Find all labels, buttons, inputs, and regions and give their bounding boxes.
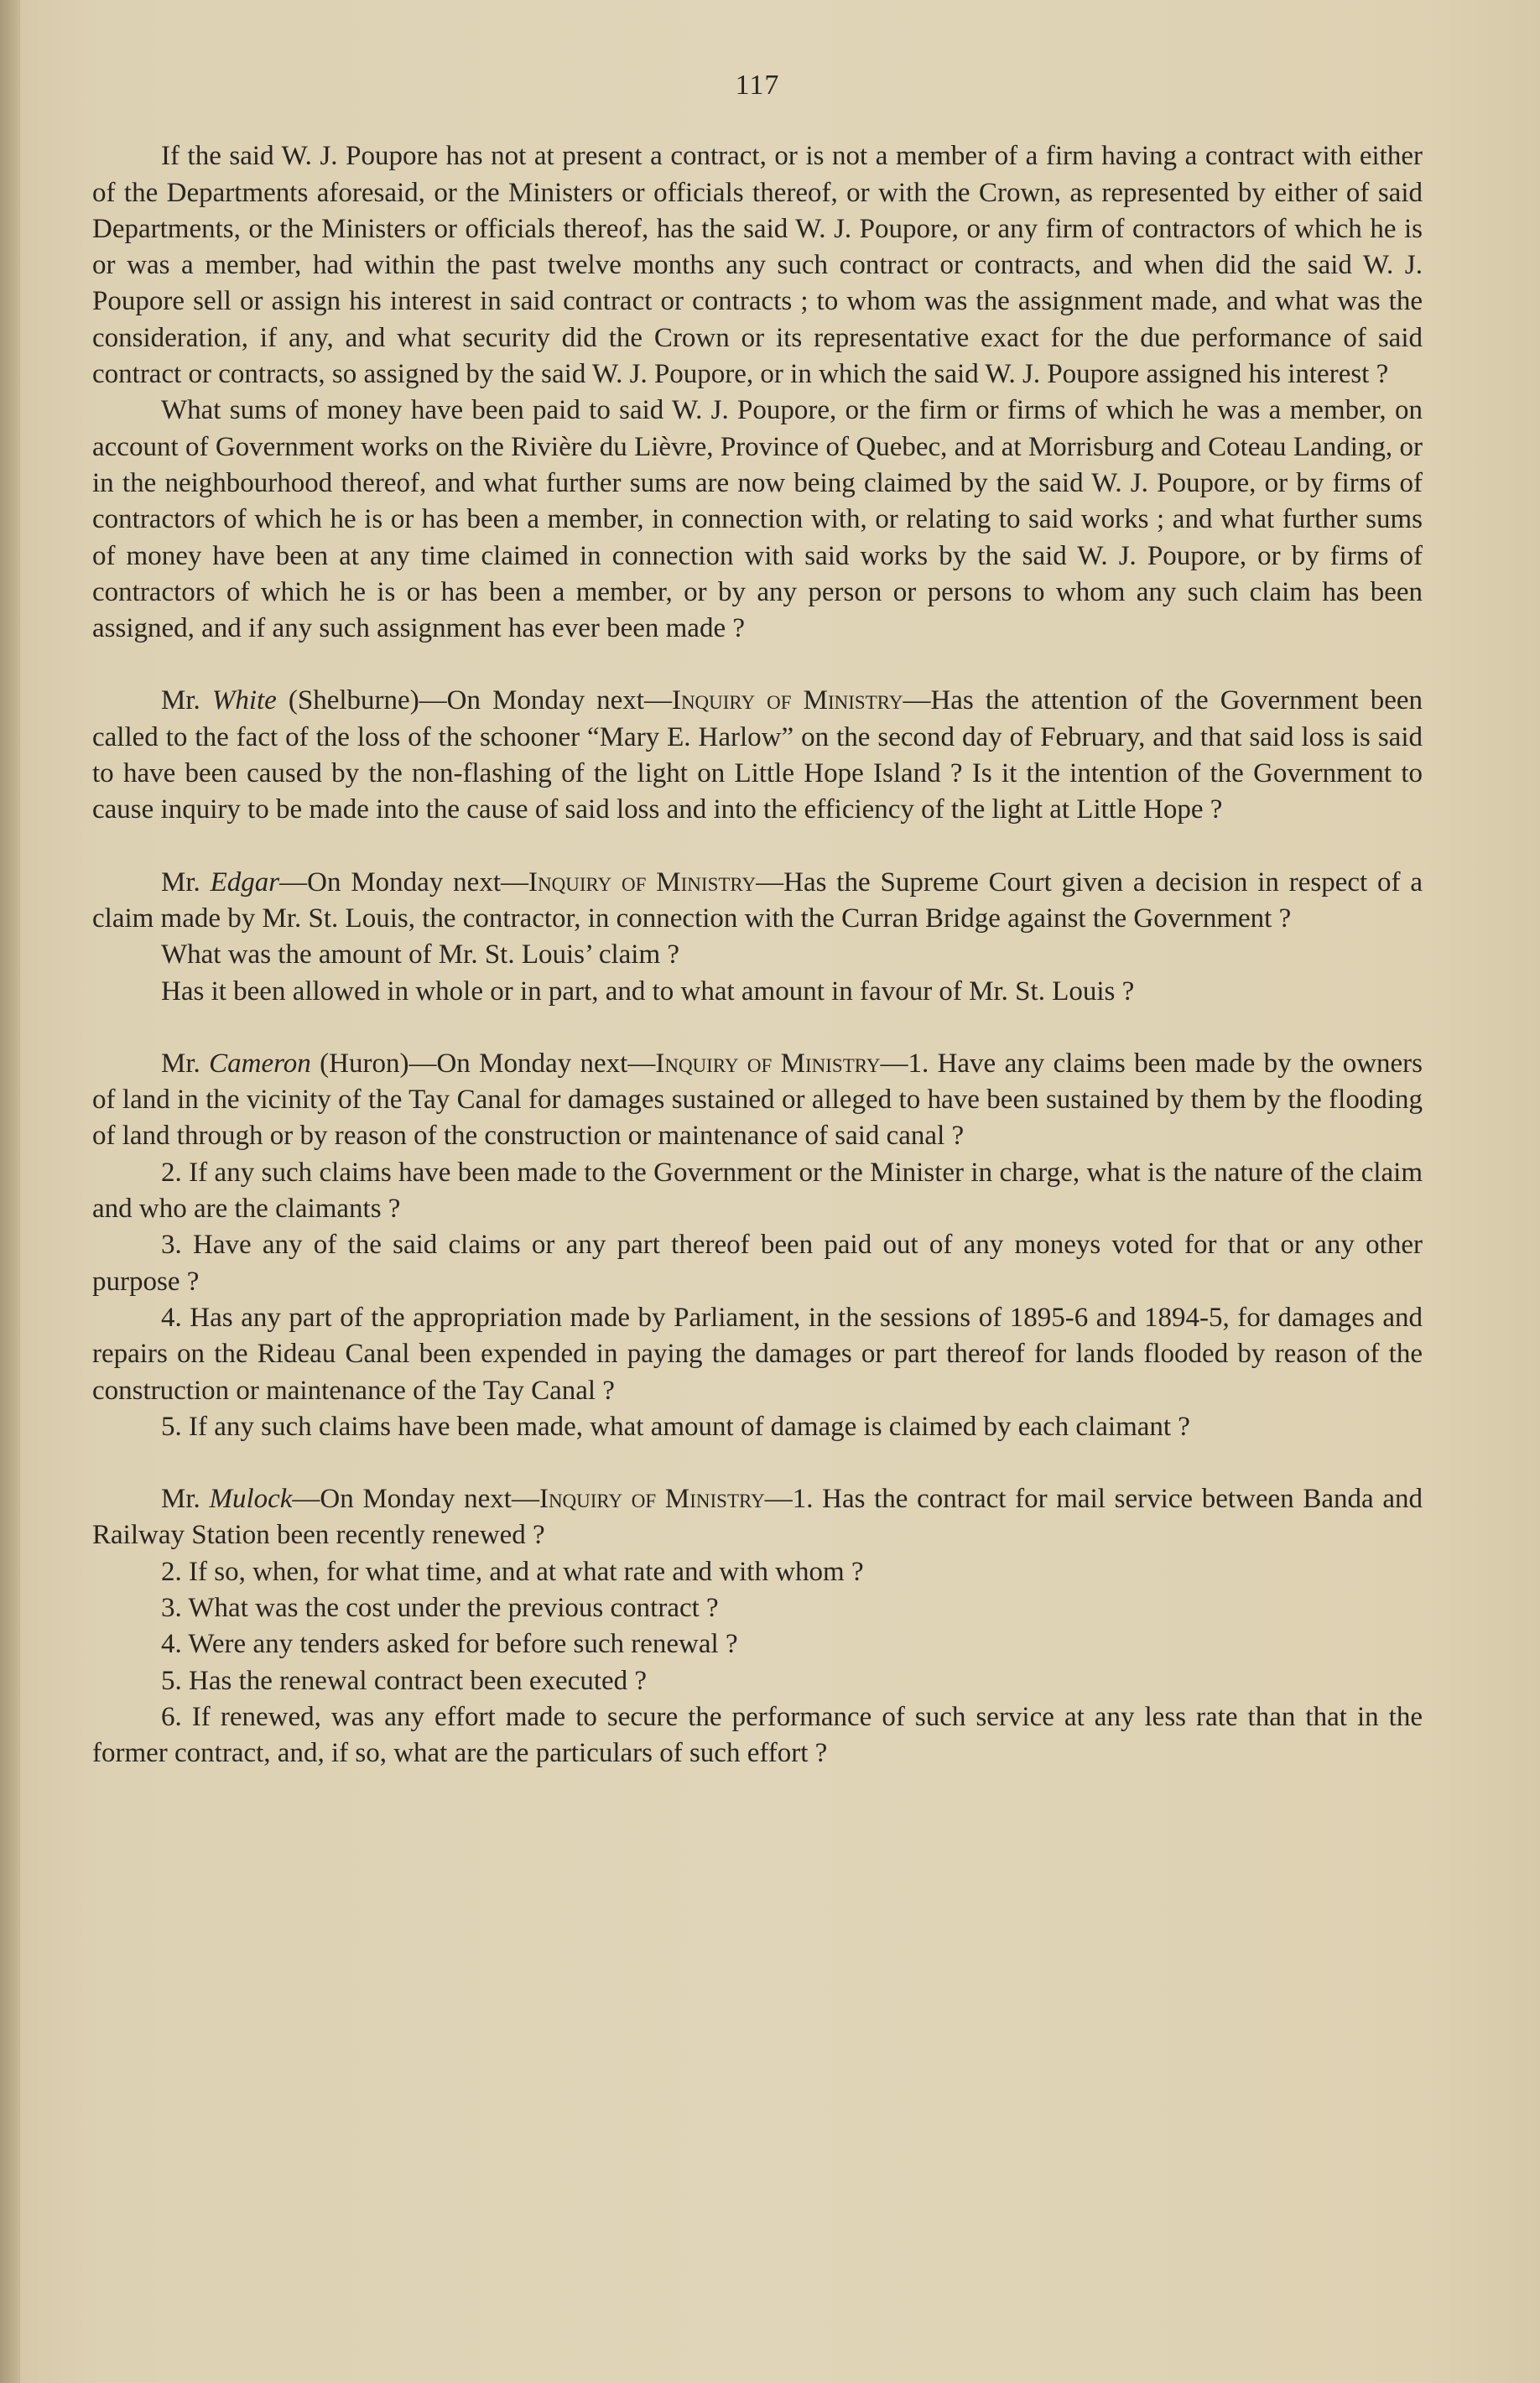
edgar-question-2: What was the amount of Mr. St. Louis’ claim ? <box>161 939 680 970</box>
mulock-question-4: 4. Were any tenders asked for before such renewal ? <box>161 1629 738 1660</box>
inquiry-intro: —On Monday next— <box>292 1484 539 1515</box>
inquiry-text: —Has the attention of the Government been called to the fact of the loss of the schooner “Mary E. Harlow” on the second day of February, and that said loss is said to have been caused by the non-flashing of the light on Little Hope Island ? Is it the intention of the Government to cause inquiry to be made into the cause of said loss and into the efficiency of the light at Little Hope ? <box>92 685 1423 825</box>
inquiry-label: Inquiry of Ministry <box>655 1048 881 1079</box>
member-name: White <box>211 685 277 716</box>
text-column <box>92 67 1423 1772</box>
inquiry-intro: —On Monday next— <box>279 866 529 898</box>
page-number: 117 <box>735 70 780 101</box>
inquiry-label: Inquiry of Ministry <box>671 685 903 716</box>
mr-prefix: Mr. <box>161 866 200 898</box>
inquiry-intro: (Huron)—On Monday next— <box>310 1048 656 1079</box>
mulock-question-6: 6. If renewed, was any effort made to secure the performance of such service at any less rate than that in the former contract, and, if so, what are the particulars of such effort ? <box>92 1701 1423 1769</box>
edgar-question-3: Has it been allowed in whole or in part, and to what amount in favour of Mr. St. Louis ? <box>161 976 1135 1007</box>
member-name: Cameron <box>209 1048 311 1079</box>
mr-prefix: Mr. <box>161 685 200 716</box>
poupore-paragraph-2: What sums of money have been paid to said W. J. Poupore, or the firm or firms of which he was a member, on account of Government works on the Rivière du Lièvre, Province of Quebec, and at Morrisburg and Coteau Landing, or in the neighbourhood thereof, and what further sums are now being claimed by the said W. J. Poupore, or by firms of contractors of which he is or has been a member, in connection with, or relating to said works ; and what further sums of money have been at any time claimed in connection with said works by the said W. J. Poupore, or by firms of contractors of which he is or has been a member, or by any person or persons to whom any such claim has been assigned, and if any such assignment has ever been made ? <box>92 395 1423 644</box>
cameron-inquiry <box>92 1046 1423 1155</box>
inquiry-text: —1. Have any claims been made by the owners of land in the vicinity of the Tay Canal for damages sustained or alleged to have been sustained by them by the flooding of land through or by reason of the construction or maintenance of said canal ? <box>92 1048 1423 1152</box>
mr-prefix: Mr. <box>161 1484 200 1515</box>
poupore-paragraph-1: If the said W. J. Poupore has not at present a contract, or is not a member of a firm having a contract with either of the Departments aforesaid, or the Ministers or officials thereof, or with the Crown, as represented by either of said Departments, or the Ministers or officials thereof, has the said W. J. Poupore, or any firm of contractors of which he is or was a member, had within the past twelve months any such contract or contracts, and when did the said W. J. Poupore sell or assign his interest in said contract or contracts ; to whom was the assignment made, and what was the consideration, if any, and what security did the Crown or its representative exact for the due performance of said contract or contracts, so assigned by the said W. J. Poupore, or in which the said W. J. Poupore assigned his interest ? <box>92 141 1423 390</box>
cameron-question-3: 3. Have any of the said claims or any part thereof been paid out of any moneys voted for that or any other purpose ? <box>92 1230 1423 1297</box>
inquiry-label: Inquiry of Ministry <box>538 1484 765 1515</box>
member-name: Edgar <box>210 866 280 898</box>
inquiry-text: —Has the Supreme Court given a decision in respect of a claim made by Mr. St. Louis, the contractor, in connection with the Curran Bridge against the Government ? <box>92 866 1423 934</box>
cameron-question-5: 5. If any such claims have been made, what amount of damage is claimed by each claimant ? <box>161 1411 1190 1442</box>
book-binding-edge <box>0 0 20 2383</box>
mulock-question-5: 5. Has the renewal contract been executed ? <box>161 1665 648 1696</box>
inquiry-label: Inquiry of Ministry <box>528 866 757 898</box>
mulock-inquiry <box>92 1481 1423 1554</box>
inquiry-text: —1. Has the contract for mail service between Banda and Railway Station been recently renewed ? <box>92 1484 1423 1551</box>
mulock-question-2: 2. If so, when, for what time, and at what rate and with whom ? <box>161 1556 864 1587</box>
inquiry-intro: (Shelburne)—On Monday next— <box>276 685 672 716</box>
white-inquiry <box>92 683 1423 828</box>
member-name: Mulock <box>209 1484 293 1515</box>
edgar-inquiry <box>92 865 1423 938</box>
mr-prefix: Mr. <box>161 1048 200 1079</box>
cameron-question-2: 2. If any such claims have been made to the Government or the Minister in charge, what is the nature of the claim and who are the claimants ? <box>92 1157 1423 1225</box>
cameron-question-4: 4. Has any part of the appropriation made by Parliament, in the sessions of 1895-6 and 1894-5, for damages and repairs on the Rideau Canal been expended in paying the damages or part thereof for lands flooded by reason of the construction or maintenance of the Tay Canal ? <box>92 1302 1423 1406</box>
mulock-question-3: 3. What was the cost under the previous contract ? <box>161 1592 719 1623</box>
